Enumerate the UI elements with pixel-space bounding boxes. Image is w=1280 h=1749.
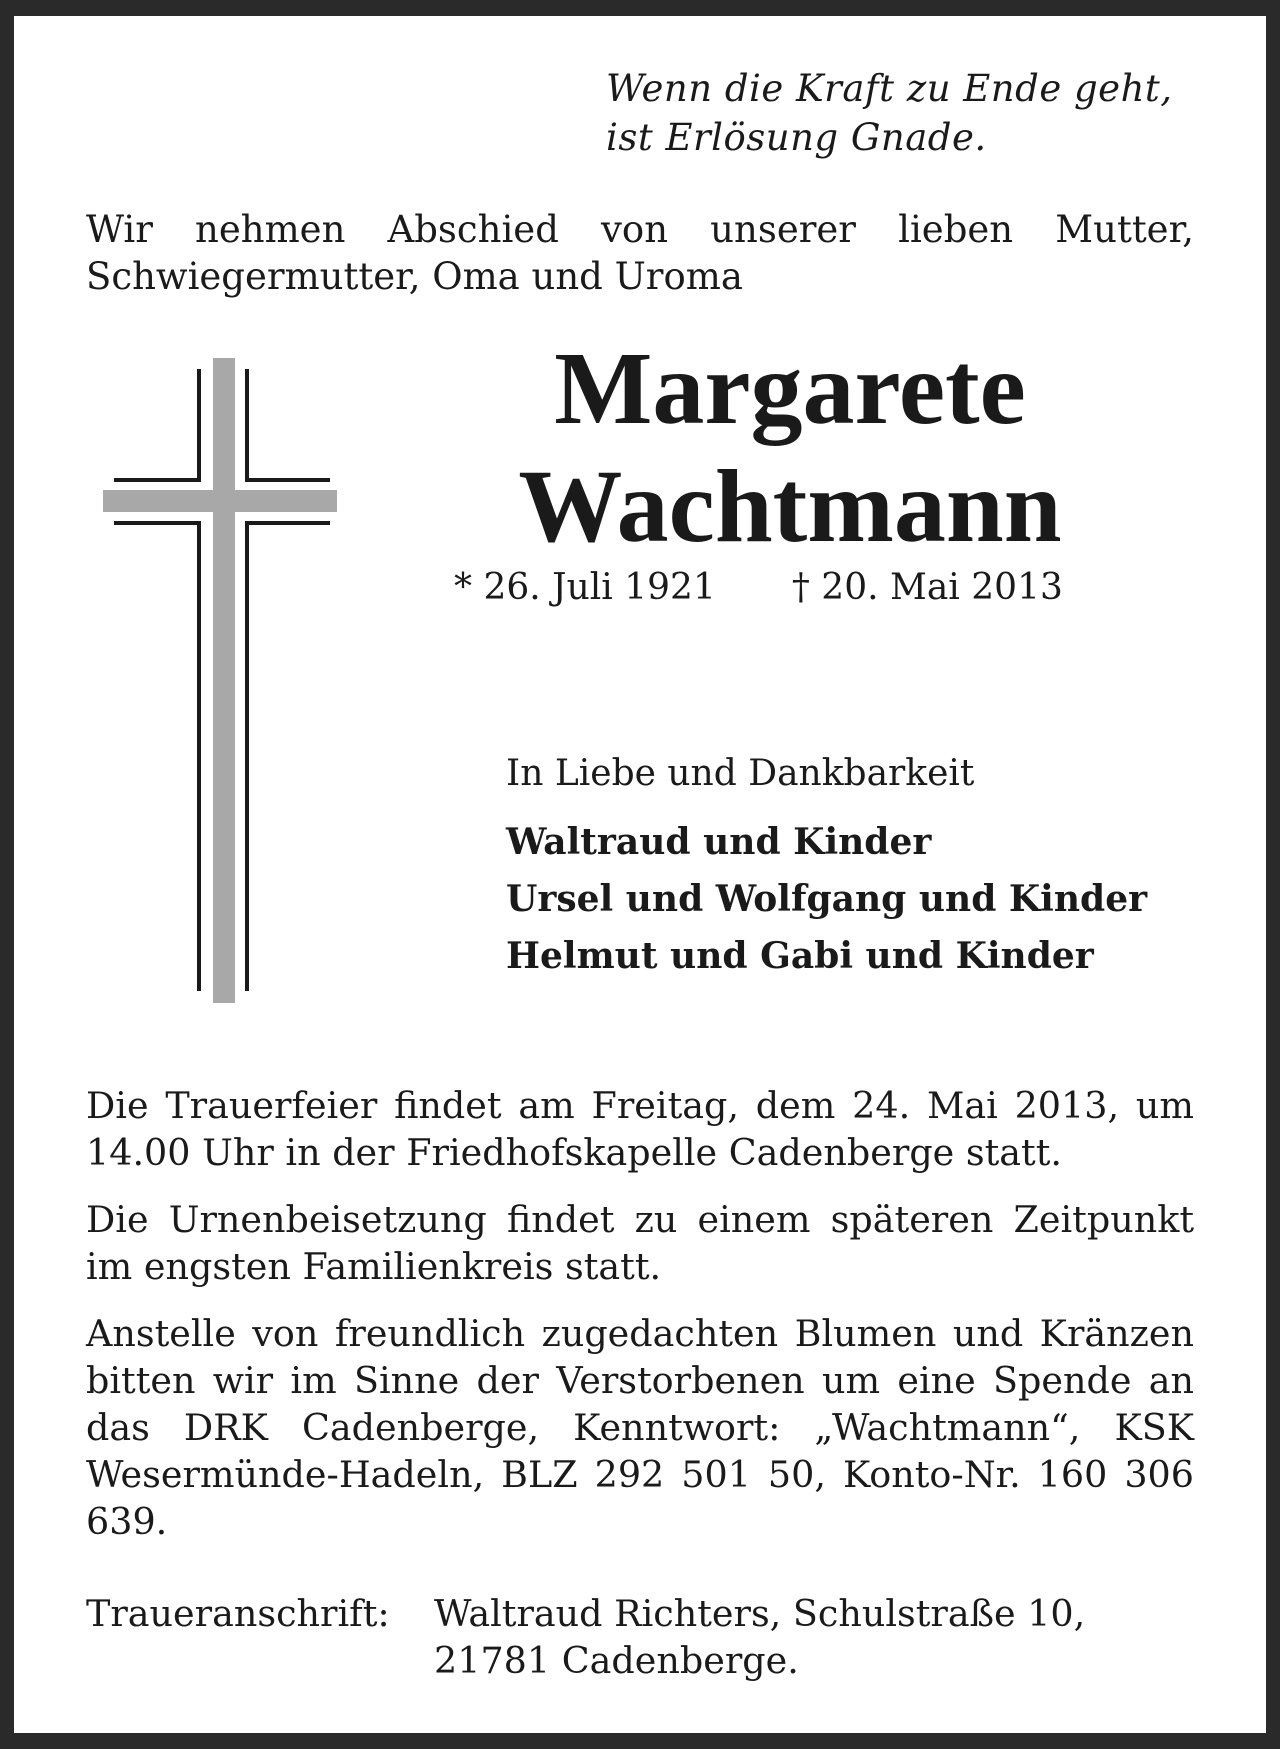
funeral-notice: Die Trauerfeier findet am Freitag, dem 24. Mai 2013, um 14.00 Uhr in der Friedhofskapelle Cadenberge statt. — [86, 1084, 1194, 1174]
donation-notice: Anstelle von freundlich zugedachten Blumen und Kränzen bitten wir im Sinne der Verstorbenen um eine Spende an das DRK Cadenberge, Kenntwort: „Wachtmann“, KSK Wesermünde-Hadeln, BLZ 292 501 50, Konto-Nr. 160 306 639. — [86, 1312, 1194, 1543]
motto-line-1: Wenn die Kraft zu Ende geht, — [606, 67, 1173, 110]
motto — [606, 64, 1206, 162]
deceased-first-name: Margarete — [554, 331, 1026, 446]
cross-icon — [100, 355, 340, 1005]
deceased-name — [440, 330, 1140, 566]
intro-line-2: Schwiegermutter, Oma und Uroma — [86, 255, 743, 298]
intro-line-1 — [86, 206, 1194, 253]
birth-date: * 26. Juli 1921 — [454, 567, 716, 608]
death-date: † 20. Mai 2013 — [791, 567, 1063, 608]
notices — [86, 1082, 1194, 1565]
mourner-family: Ursel und Wolfgang und Kinder — [506, 878, 1148, 920]
mourners-lead: In Liebe und Dankbarkeit — [506, 753, 975, 794]
deceased-last-name: Wachtmann — [518, 449, 1062, 564]
address-value — [434, 1590, 1085, 1684]
intro-word: Mutter, — [1055, 208, 1194, 251]
motto-line-2: ist Erlösung Gnade. — [606, 116, 987, 159]
mourner-family: Helmut und Gabi und Kinder — [506, 935, 1094, 977]
mourners — [506, 752, 1196, 985]
address-line-1: Waltraud Richters, Schulstraße 10, — [434, 1592, 1086, 1635]
intro-word: Wir — [86, 208, 153, 251]
intro-word: lieben — [898, 208, 1014, 251]
address-line-2: 21781 Cadenberge. — [434, 1639, 799, 1682]
intro-word: nehmen — [195, 208, 346, 251]
life-dates — [454, 566, 1154, 610]
intro-word: unserer — [710, 208, 856, 251]
intro-text — [86, 206, 1194, 300]
mourning-address — [86, 1590, 1194, 1684]
urn-notice: Die Urnenbeisetzung findet zu einem späteren Zeitpunkt im engsten Familienkreis statt. — [86, 1198, 1194, 1288]
intro-word: von — [601, 208, 669, 251]
intro-word: Abschied — [387, 208, 559, 251]
address-label: Traueranschrift: — [86, 1592, 390, 1635]
mourner-family: Waltraud und Kinder — [506, 821, 932, 863]
